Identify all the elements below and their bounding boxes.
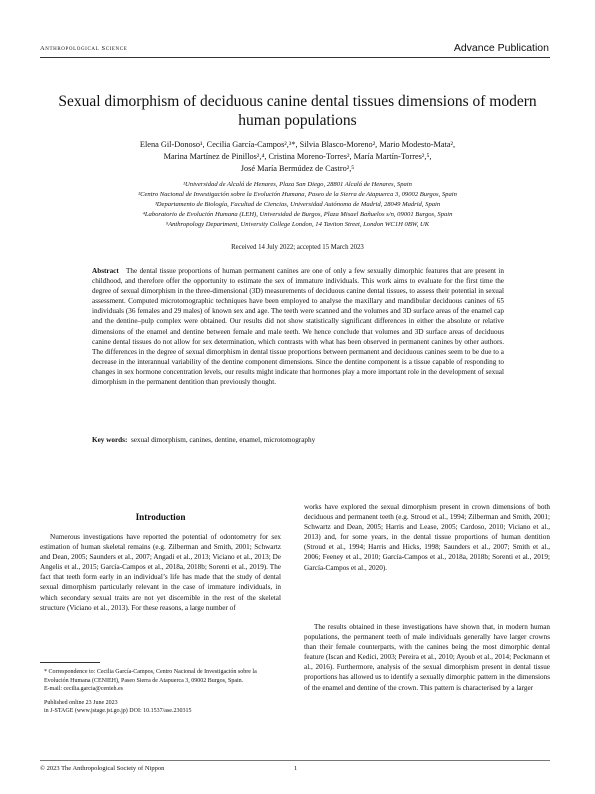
section-heading-introduction: Introduction	[135, 512, 186, 522]
affiliation-list	[40, 180, 555, 230]
footnote	[40, 668, 281, 716]
abstract-label: Abstract	[92, 267, 119, 275]
author-list	[40, 139, 555, 175]
author-line-2: Marina Martínez de Pinillos²,⁴, Cristina Moreno-Torres², María Martín-Torres²,⁵,	[163, 152, 432, 161]
affiliation-5: ⁵Anthropology Department, University College London, 14 Taviton Street, London WC1H 0BW, UK	[165, 221, 430, 228]
footnote-rule	[40, 662, 100, 663]
correspondence-email: E-mail: cecilia.garcia@cenieh.es	[44, 686, 123, 692]
affiliation-3: ³Departamento de Biología, Facultad de Ciencias, Universidad Autónoma de Madrid, 28049 Madrid, Spain	[154, 201, 441, 208]
abstract-text: The dental tissue proportions of human permanent canines are one of only a few sexually dimorphic features that are present in childhood, and therefore offer the opportunity to estimate the sex of immature individuals. This work aims to evaluate for the first time the degree of sexual dimorphism in the three-dimensional (3D) measurements of deciduous canine dental tissues, to assess their potential in sexual assessment. Computed microtomographic techniques have been employed to analyse the maxillary and mandibular deciduous canines of 65 individuals (36 females and 29 males) of known sex and age. The teeth were scanned and the volumes and 3D surface areas of the enamel cap and the dentine–pulp complex were obtained. Our results did not show statistically significant differences in either the absolute or relative dimensions of the enamel and dentine between female and male teeth. We hence conclude that volumes and 3D surface areas of deciduous canine dental tissues do not allow for sex determination, which contrasts with what has been observed in permanent canines by other authors. The differences in the degree of sexual dimorphism in dental tissue proportions between permanent and deciduous canines seem to be due to a decrease in the interannual variability of the dentine component dimensions. Since the dentine component is a tissue capable of responding to changes in sex hormone concentration levels, our results might indicate that hormones play a more important role in the development of sexual dimorphism in the permanent dentition than previously thought.	[92, 267, 505, 387]
header-rule	[40, 57, 550, 58]
received-dates: Received 14 July 2022; accepted 15 March 2023	[231, 244, 364, 251]
keywords-label: Key words:	[92, 436, 128, 444]
keywords	[92, 436, 504, 444]
journal-name: Anthropological Science	[40, 45, 128, 52]
publication-date: Published online 23 June 2023	[44, 699, 118, 706]
abstract	[92, 266, 504, 387]
advance-publication-label: Advance Publication	[453, 42, 549, 54]
affiliation-4: ⁴Laboratorio de Evolución Humana (LEH), Universidad de Burgos, Plaza Misael Bañuelos s/n, 09001 Burgos, Spain	[142, 211, 453, 218]
correspondence-note: * Correspondence to: Cecilia García-Campos, Centro Nacional de Investigación sobre la Evolución Humana (CENIEH), Paseo Sierra de Atapuerca 3, 09002 Burgos, Spain.	[44, 669, 257, 684]
author-line-1: Elena Gil-Donoso¹, Cecilia García-Campos²,³*, Silvia Blasco-Moreno², Mario Modesto-Mata²,	[139, 140, 456, 149]
intro-paragraph-right-2: The results obtained in these investigations have shown that, in modern human populations, the permanent teeth of male individuals generally have larger crowns than their female counterparts, with the canines being the most dimorphic dental feature (Iscan and Kedici, 2003; Pereira et al., 2010; Ayoub et al., 2014; Peckmann et al., 2016). Furthermore, analysis of the sexual dimorphism present in dental tissue proportions has allowed us to identify a sexually dimorphic pattern in the dimensions of the enamel and dentine of the crown. This pattern is characterised by a larger	[304, 623, 550, 692]
affiliation-1: ¹Universidad de Alcalá de Henares, Plaza San Diego, 28801 Alcalá de Henares, Spain	[183, 181, 412, 188]
keywords-text: sexual dimorphism, canines, dentine, enamel, microtomography	[130, 436, 316, 444]
author-line-3: José María Bermúdez de Castro²,⁵	[240, 164, 355, 173]
intro-paragraph-left: Numerous investigations have reported the potential of odontometry for sex estimation of human skeletal remains (e.g. Zilberman and Smith, 2001; Schwartz and Dean, 2005; Saunders et al., 2007; Angadi et al., 2013; Viciano et al., 2013; De Angelis et al., 2015; García-Campos et al., 2018a, 2018b; Sorenti et al., 2019). The fact that teeth form early in an individual’s life has made that the study of dental sexual dimorphism particularly relevant in the case of immature individuals, in which secondary sexual traits are not yet discernible in the rest of the skeletal structure (Viciano et al., 2013). For these reasons, a large number of	[40, 533, 281, 612]
affiliation-2: ²Centro Nacional de Investigación sobre la Evolución Humana, Paseo de la Sierra de Atapuerca 3, 09002 Burgos, Spain	[138, 191, 457, 198]
intro-paragraph-right-1: works have explored the sexual dimorphism present in crown dimensions of both deciduous and permanent teeth (e.g. Stroud et al., 1994; Zilberman and Smith, 2001; Schwartz and Dean, 2005; Harris and Lease, 2005; Cardoso, 2010; Viciano et al., 2013) and, for some years, in the dental tissue proportions of human dentition (Stroud et al., 1994; Harris and Hicks, 1998; Saunders et al., 2007; Smith et al., 2006; Feeney et al., 2010; García-Campos et al., 2018a, 2018b; Sorenti et al., 2019; García-Campos et al., 2020).	[304, 503, 550, 572]
doi-line: in J-STAGE (www.jstage.jst.go.jp) DOI: 10.1537/ase.230315	[44, 708, 192, 714]
article-title: Sexual dimorphism of deciduous canine dental tissues dimensions of modern human populations	[58, 93, 537, 129]
page-number: 1	[294, 765, 298, 772]
footer-rule	[40, 760, 550, 761]
copyright: © 2023 The Anthropological Society of Nippon	[40, 765, 165, 772]
